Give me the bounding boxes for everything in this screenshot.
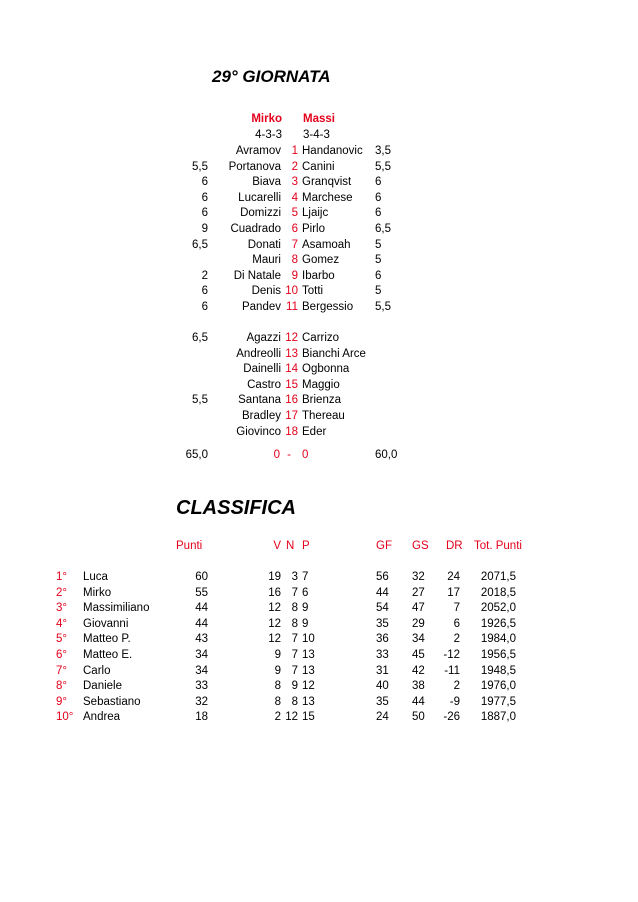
player-number: 18 [285, 425, 298, 438]
player-b-vote: 6 [375, 191, 382, 204]
player-b-name: Eder [302, 425, 327, 438]
rank-position: 8° [56, 680, 67, 693]
team-gs: 27 [412, 586, 425, 599]
player-a-name: Agazzi [246, 332, 281, 344]
header-dr: DR [446, 540, 463, 552]
team-name: Sebastiano [83, 695, 141, 708]
team-name: Daniele [83, 680, 122, 693]
player-number: 10 [285, 285, 298, 298]
player-b-vote: 6 [375, 269, 382, 282]
player-a-name: Giovinco [236, 425, 281, 438]
team-punti: 32 [195, 695, 208, 708]
player-b-name: Ibarbo [302, 269, 335, 282]
team-tot: 1977,5 [480, 695, 516, 708]
team-punti: 34 [195, 664, 208, 677]
player-a-name: Castro [247, 378, 281, 391]
team-tot: 1948,5 [480, 664, 516, 677]
rank-position: 3° [56, 602, 67, 615]
rank-position: 2° [56, 586, 67, 599]
player-b-vote: 3,5 [375, 145, 391, 157]
team-v: 12 [268, 617, 281, 630]
team-dr: -9 [449, 695, 460, 708]
player-b-name: Canini [302, 160, 335, 173]
team-n: 8 [291, 695, 298, 708]
player-number: 7 [291, 238, 298, 251]
player-number: 14 [285, 363, 298, 376]
goals-b: 0 [302, 449, 309, 461]
team-p: 9 [302, 602, 309, 615]
team-p: 13 [302, 695, 315, 708]
team-gf: 40 [376, 680, 389, 693]
team-dr: 17 [447, 586, 460, 599]
team-dr: 7 [453, 602, 460, 615]
team-punti: 55 [195, 586, 208, 599]
team-name: Giovanni [83, 617, 129, 630]
team-n: 3 [291, 571, 298, 583]
team-n: 7 [291, 664, 298, 677]
team-n: 8 [291, 602, 298, 615]
team-tot: 1976,0 [480, 680, 516, 693]
player-a-vote: 5,5 [192, 160, 208, 173]
team-v: 12 [268, 633, 281, 646]
player-a-vote: 6 [201, 207, 208, 220]
player-number: 2 [291, 160, 298, 173]
header-n: N [286, 540, 295, 552]
player-a-name: Mauri [252, 254, 281, 267]
team-p: 13 [302, 664, 315, 677]
player-a-vote: 2 [201, 269, 208, 282]
giornata-title: 29° GIORNATA [212, 67, 331, 86]
team-p: 6 [302, 586, 309, 599]
team-b-name: Massi [303, 113, 335, 125]
rank-position: 10° [56, 711, 74, 724]
team-gs: 50 [412, 711, 425, 724]
player-b-vote: 5 [375, 238, 382, 251]
team-v: 8 [274, 695, 281, 708]
goals-a: 0 [273, 449, 280, 461]
player-b-vote: 5,5 [375, 301, 391, 313]
player-b-name: Granqvist [302, 176, 352, 189]
header-p: P [302, 540, 310, 552]
rank-position: 5° [56, 633, 67, 646]
player-a-vote: 6 [201, 191, 208, 204]
team-dr: 6 [453, 617, 460, 630]
player-b-name: Ljaijc [302, 207, 329, 220]
player-b-name: Maggio [302, 378, 340, 391]
team-punti: 44 [195, 602, 208, 615]
team-dr: -11 [444, 664, 460, 677]
team-gf: 35 [376, 695, 389, 708]
player-a-vote: 6 [201, 285, 208, 298]
header-tot: Tot. Punti [474, 540, 522, 552]
player-b-name: Thereau [302, 410, 345, 422]
team-gs: 45 [412, 649, 425, 661]
player-b-name: Totti [302, 285, 324, 298]
team-n: 8 [291, 617, 298, 630]
player-number: 12 [285, 332, 298, 344]
team-p: 12 [302, 680, 315, 693]
team-gs: 29 [412, 617, 425, 630]
player-b-name: Handanovic [302, 145, 363, 157]
player-b-name: Gomez [302, 254, 340, 267]
player-number: 4 [291, 191, 298, 204]
team-tot: 2052,0 [480, 602, 516, 615]
player-a-name: Donati [247, 238, 281, 251]
team-gf: 56 [376, 571, 389, 583]
team-gs: 44 [412, 695, 425, 708]
team-dr: -12 [443, 649, 460, 661]
team-gf: 31 [376, 664, 389, 677]
player-b-name: Brienza [302, 394, 341, 407]
team-tot: 2071,5 [480, 571, 516, 583]
team-dr: 24 [447, 571, 460, 583]
player-a-vote: 6 [201, 301, 208, 313]
player-a-name: Domizzi [240, 207, 281, 220]
header-punti: Punti [176, 540, 203, 552]
team-punti: 18 [195, 711, 208, 724]
team-gf: 44 [376, 586, 389, 599]
team-p: 10 [302, 633, 315, 646]
team-n: 7 [291, 586, 298, 599]
player-b-vote: 6 [375, 176, 382, 189]
player-a-vote: 6,5 [192, 238, 208, 251]
total-a: 65,0 [185, 449, 208, 461]
team-name: Andrea [83, 711, 121, 724]
rank-position: 1° [56, 571, 67, 583]
team-v: 19 [268, 571, 281, 583]
team-v: 2 [274, 711, 281, 724]
team-tot: 1984,0 [480, 633, 516, 646]
rank-position: 4° [56, 617, 67, 630]
team-p: 9 [302, 617, 309, 630]
player-a-name: Portanova [228, 160, 281, 173]
team-n: 7 [291, 633, 298, 646]
player-a-name: Andreolli [236, 347, 281, 360]
team-dr: 2 [453, 633, 460, 646]
player-b-vote: 5 [375, 285, 382, 298]
team-n: 9 [291, 680, 298, 693]
player-b-name: Carrizo [302, 332, 340, 344]
player-a-vote: 6,5 [192, 332, 208, 344]
team-a-module: 4-3-3 [255, 129, 282, 141]
team-gf: 33 [376, 649, 389, 661]
team-p: 13 [302, 649, 315, 661]
player-b-vote: 5 [375, 254, 382, 267]
player-b-vote: 6,5 [375, 223, 391, 235]
team-gs: 47 [412, 602, 425, 615]
player-a-name: Pandev [241, 301, 281, 313]
player-number: 3 [291, 176, 298, 189]
team-gf: 35 [376, 617, 389, 630]
header-v: V [273, 540, 281, 552]
team-name: Luca [83, 571, 108, 583]
player-number: 9 [291, 269, 298, 282]
team-dr: -26 [443, 711, 460, 724]
team-gs: 32 [412, 571, 425, 583]
team-gf: 24 [376, 711, 389, 724]
team-tot: 1887,0 [480, 711, 516, 724]
team-v: 16 [268, 586, 281, 599]
player-a-vote: 5,5 [192, 394, 208, 407]
player-a-name: Denis [251, 285, 281, 298]
team-gf: 36 [376, 633, 389, 646]
team-gs: 38 [412, 680, 425, 693]
team-v: 9 [274, 649, 281, 661]
team-name: Mirko [83, 586, 112, 599]
player-a-name: Bradley [242, 410, 281, 422]
player-b-name: Pirlo [302, 223, 326, 235]
player-a-name: Biava [252, 176, 281, 189]
player-number: 16 [285, 394, 298, 407]
team-name: Matteo E. [83, 649, 133, 661]
rank-position: 6° [56, 649, 67, 661]
player-number: 6 [291, 223, 298, 235]
team-n: 12 [285, 711, 298, 724]
rank-position: 9° [56, 695, 67, 708]
total-b: 60,0 [375, 449, 398, 461]
player-number: 13 [285, 347, 298, 360]
team-name: Carlo [83, 664, 111, 677]
team-v: 12 [268, 602, 281, 615]
team-p: 7 [302, 571, 309, 583]
team-tot: 2018,5 [480, 586, 516, 599]
team-tot: 1926,5 [480, 617, 516, 630]
player-a-name: Cuadrado [230, 223, 281, 235]
team-punti: 33 [195, 680, 208, 693]
player-b-name: Asamoah [302, 238, 351, 251]
player-number: 1 [291, 145, 298, 157]
player-b-vote: 6 [375, 207, 382, 220]
player-a-name: Lucarelli [238, 191, 281, 204]
player-b-name: Marchese [302, 191, 353, 204]
player-a-name: Santana [238, 394, 281, 407]
player-b-name: Bianchi Arce [302, 347, 366, 360]
player-number: 15 [285, 378, 298, 391]
player-b-name: Ogbonna [302, 363, 350, 376]
team-tot: 1956,5 [480, 649, 516, 661]
player-number: 5 [291, 207, 298, 220]
team-punti: 43 [195, 633, 208, 646]
team-name: Matteo P. [83, 633, 131, 646]
player-number: 17 [285, 410, 298, 422]
player-a-vote: 6 [201, 176, 208, 189]
team-punti: 44 [195, 617, 208, 630]
team-punti: 60 [195, 571, 208, 583]
team-v: 9 [274, 664, 281, 677]
team-b-module: 3-4-3 [303, 129, 330, 141]
player-number: 11 [286, 301, 298, 313]
team-dr: 2 [453, 680, 460, 693]
player-a-name: Di Natale [233, 269, 281, 282]
player-a-vote: 9 [201, 223, 208, 235]
score-separator: - [287, 449, 291, 461]
player-a-name: Avramov [235, 145, 281, 157]
team-gs: 34 [412, 633, 425, 646]
header-gs: GS [412, 540, 429, 552]
team-name: Massimiliano [83, 602, 150, 615]
team-gs: 42 [412, 664, 425, 677]
player-b-vote: 5,5 [375, 160, 391, 173]
header-gf: GF [376, 540, 392, 552]
rank-position: 7° [56, 664, 67, 677]
team-a-name: Mirko [251, 113, 282, 125]
team-punti: 34 [195, 649, 208, 661]
team-gf: 54 [376, 602, 389, 615]
player-number: 8 [291, 254, 298, 267]
team-n: 7 [291, 649, 298, 661]
team-p: 15 [302, 711, 315, 724]
classifica-title: CLASSIFICA [176, 497, 296, 519]
player-b-name: Bergessio [302, 301, 354, 313]
player-a-name: Dainelli [243, 363, 281, 376]
team-v: 8 [274, 680, 281, 693]
